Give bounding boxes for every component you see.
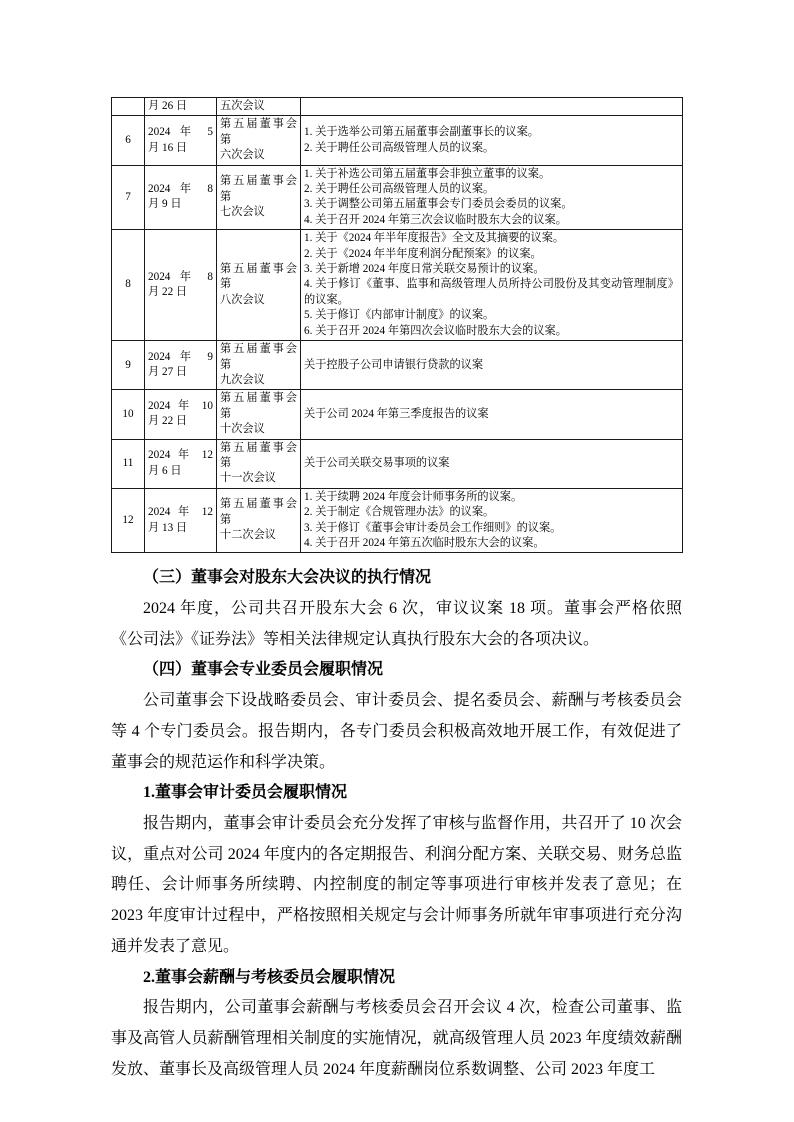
meeting-date (145, 116, 217, 165)
meeting-date (145, 165, 217, 230)
meeting-date-line: 2024 年 8 (148, 183, 213, 196)
meeting-date (145, 439, 217, 488)
meeting-row-number: 6 (112, 116, 145, 165)
meeting-proposals (301, 116, 683, 165)
proposal-item: 3. 关于新增 2024 年度日常关联交易预计的议案。 (304, 263, 545, 276)
board-meetings-table (111, 97, 683, 553)
meeting-name-line: 五次会议 (220, 100, 265, 112)
meeting-name (217, 165, 301, 230)
table-row (112, 439, 683, 488)
proposal-item: 3. 关于修订《董事会审计委员会工作细则》的议案。 (304, 521, 562, 534)
meeting-date-line: 2024 年 12 (148, 449, 213, 462)
meeting-date-line: 2024 年 5 (148, 126, 213, 139)
proposal-item: 3. 关于调整公司第五届董事会专门委员会委员的议案。 (304, 198, 573, 211)
section-heading: 1.董事会审计委员会履职情况 (143, 784, 348, 802)
meeting-date-line: 月 26 日 (148, 100, 188, 112)
meeting-name-line: 第五届董事会第 (220, 175, 297, 203)
paragraph: 公司董事会下设战略委员会、审计委员会、提名委员会、薪酬与考核委员会等 4 个专门委员会。报告期内，各专门委员会积极高效地开展工作，有效促进了董事会的规范运作和科学决策。 (111, 692, 682, 771)
meeting-name (217, 116, 301, 165)
table-row (112, 165, 683, 230)
meeting-name-line: 第五届董事会第 (220, 392, 297, 420)
meeting-name-line: 六次会议 (220, 149, 265, 162)
meeting-name-line: 第五届董事会第 (220, 441, 297, 469)
proposal-item: 关于控股子公司申请银行贷款的议案 (304, 358, 484, 371)
meeting-name (217, 488, 301, 553)
proposal-item: 4. 关于召开 2024 年第五次临时股东大会的议案。 (304, 536, 545, 549)
page-content (111, 97, 682, 1085)
meeting-row-number: 7 (112, 165, 145, 230)
meeting-name-line: 十二次会议 (220, 529, 276, 542)
proposal-item: 4. 关于召开 2024 年第三次会议临时股东大会的议案。 (304, 213, 567, 226)
meeting-row-number: 8 (112, 230, 145, 341)
meeting-name (217, 98, 301, 116)
proposal-item: 1. 关于选举公司第五届董事会副董事长的议案。 (304, 126, 539, 139)
meeting-date (145, 488, 217, 553)
meeting-date-line: 2024 年 9 (148, 350, 213, 363)
paragraph: 报告期内，董事会审计委员会充分发挥了审核与监督作用，共召开了 10 次会议，重点对公司 2024 年度内的各定期报告、利润分配方案、关联交易、财务总监聘任、会计师事务所续聘、内控制度的制定等事项进行审核并发表了意见；在 2023 年度审计过程中，严格按照相关规定与会计师事务所就年审事项进行充分沟通并发表了意见。 (111, 815, 682, 955)
proposal-item: 2. 关于聘任公司高级管理人员的议案。 (304, 141, 495, 154)
section-heading: （三）董事会对股东大会决议的执行情况 (143, 569, 432, 587)
meeting-name-line: 十一次会议 (220, 472, 276, 485)
meeting-name-line: 十次会议 (220, 423, 265, 436)
meeting-row-number (112, 98, 145, 116)
proposal-item: 1. 关于续聘 2024 年度会计师事务所的议案。 (304, 490, 523, 503)
meeting-date (145, 98, 217, 116)
table-row (112, 230, 683, 341)
proposal-item: 5. 关于修订《内部审计制度》的议案。 (304, 309, 495, 322)
meeting-date (145, 230, 217, 341)
meeting-proposals (301, 439, 683, 488)
meeting-proposals (301, 165, 683, 230)
section-heading: 2.董事会薪酬与考核委员会履职情况 (143, 968, 396, 986)
meeting-name-line: 七次会议 (220, 206, 265, 219)
meeting-date-line: 月 22 日 (148, 286, 188, 299)
meeting-name-line: 第五届董事会第 (220, 343, 297, 371)
proposal-item: 2. 关于制定《合规管理办法》的议案。 (304, 506, 495, 519)
table-row (112, 98, 683, 116)
meeting-date-line: 2024 年 10 (148, 400, 213, 413)
meeting-proposals (301, 98, 683, 116)
meeting-proposals (301, 390, 683, 439)
meeting-date-line: 月 9 日 (148, 198, 182, 211)
table-row (112, 341, 683, 390)
meeting-date-line: 2024 年 8 (148, 270, 213, 283)
meeting-row-number: 12 (112, 488, 145, 553)
board-meetings-tbody (112, 98, 683, 553)
meeting-row-number: 10 (112, 390, 145, 439)
meeting-date (145, 390, 217, 439)
proposal-item: 2. 关于聘任公司高级管理人员的议案。 (304, 183, 495, 196)
meeting-proposals (301, 230, 683, 341)
meeting-row-number: 9 (112, 341, 145, 390)
section-heading: （四）董事会专业委员会履职情况 (143, 661, 384, 679)
meeting-name (217, 390, 301, 439)
proposal-item: 6. 关于召开 2024 年第四次会议临时股东大会的议案。 (304, 324, 567, 337)
meeting-proposals (301, 341, 683, 390)
meeting-name-line: 八次会议 (220, 293, 265, 306)
meeting-date-line: 月 27 日 (148, 366, 188, 379)
meeting-name (217, 230, 301, 341)
meeting-name-line: 第五届董事会第 (220, 263, 297, 291)
table-row (112, 488, 683, 553)
proposal-item: 1. 关于《2024 年半年度报告》全文及其摘要的议案。 (304, 232, 565, 245)
meeting-date-line: 月 13 日 (148, 521, 188, 534)
meeting-date-line: 月 16 日 (148, 141, 188, 154)
proposal-item: 4. 关于修订《董事、监事和高级管理人员所持公司股份及其变动管理制度》的议案。 (304, 278, 679, 306)
proposal-item: 关于公司 2024 年第三季度报告的议案 (304, 407, 489, 420)
table-row (112, 116, 683, 165)
meeting-name-line: 第五届董事会第 (220, 118, 297, 146)
paragraph: 2024 年度，公司共召开股东大会 6 次，审议议案 18 项。董事会严格依照《公司法》《证券法》等相关法律规定认真执行股东大会的各项决议。 (111, 600, 682, 648)
meeting-row-number: 11 (112, 439, 145, 488)
meeting-name-line: 九次会议 (220, 373, 265, 386)
body-sections (111, 563, 682, 1085)
meeting-date (145, 341, 217, 390)
meeting-date-line: 月 6 日 (148, 464, 182, 477)
meeting-name (217, 341, 301, 390)
meeting-date-line: 月 22 日 (148, 415, 188, 428)
meeting-name-line: 第五届董事会第 (220, 498, 297, 526)
proposal-item: 关于公司关联交易事项的议案 (304, 456, 450, 469)
proposal-item: 2. 关于《2024 年半年度利润分配预案》的议案。 (304, 247, 542, 260)
meeting-date-line: 2024 年 12 (148, 506, 213, 519)
proposal-item: 1. 关于补选公司第五届董事会非独立董事的议案。 (304, 167, 551, 180)
paragraph: 报告期内，公司董事会薪酬与考核委员会召开会议 4 次，检查公司董事、监事及高管人员薪酬管理相关制度的实施情况，就高级管理人员 2023 年度绩效薪酬发放、董事长及高级管理人员 2024 年度薪酬岗位系数调整、公司 2023 年度工 (111, 999, 682, 1078)
meeting-name (217, 439, 301, 488)
meeting-proposals (301, 488, 683, 553)
table-row (112, 390, 683, 439)
